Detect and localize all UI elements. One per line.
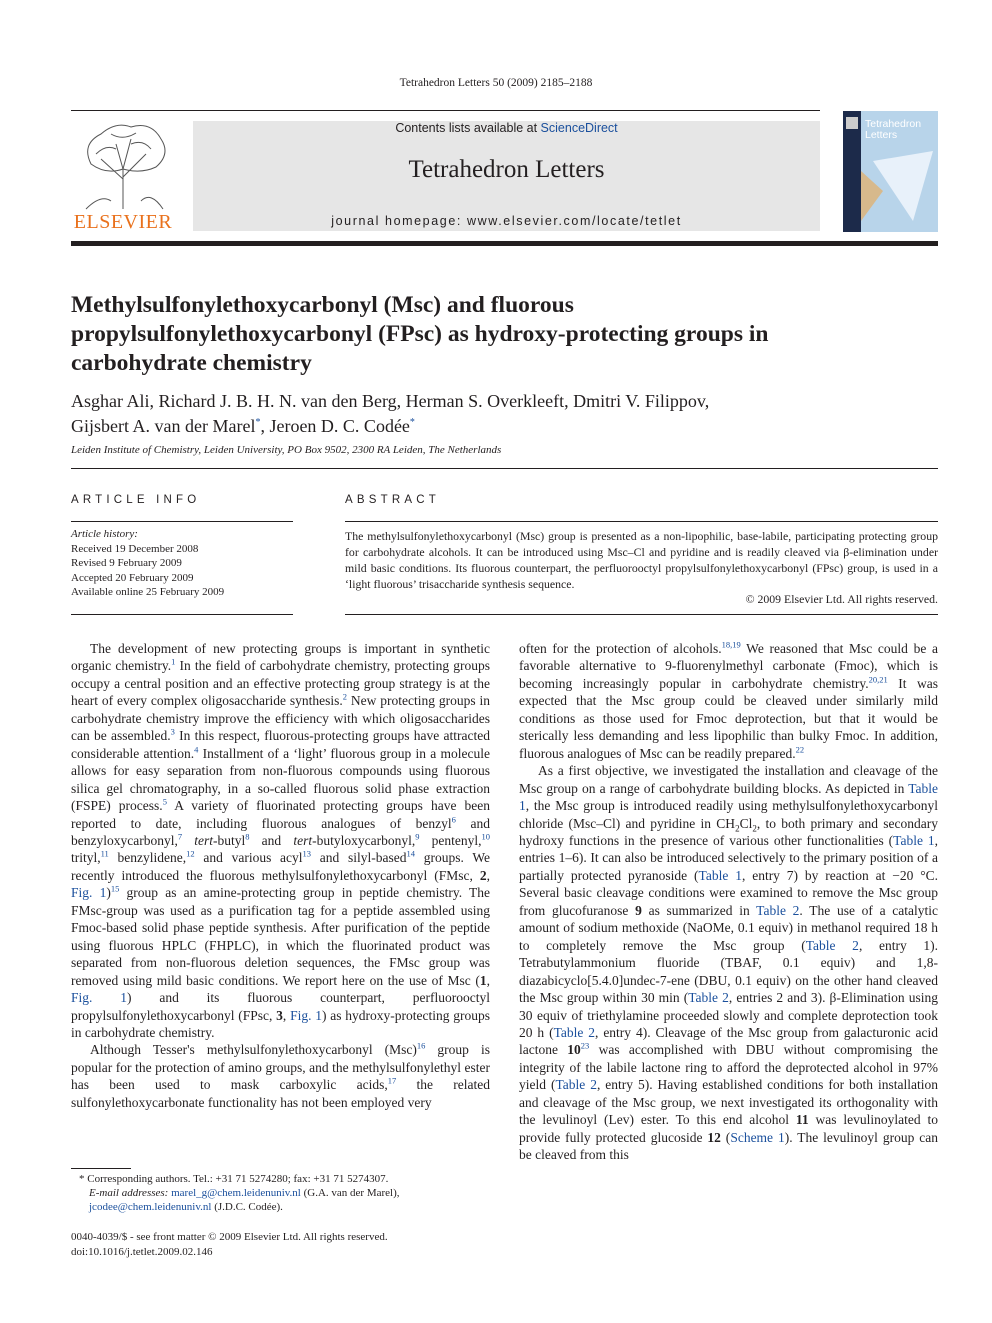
email-note: E-mail addresses: marel_g@chem.leidenuniv.nl (G.A. van der Marel), jcodee@chem.leidenuniv.nl (J.D.C. Codée). <box>89 1187 400 1213</box>
text-run: , <box>282 1007 291 1023</box>
figure-table-link[interactable]: Fig. 1 <box>290 1007 322 1023</box>
reference-link[interactable]: 16 <box>416 1040 426 1051</box>
authors-line-2: Gijsbert A. van der Marel*, Jeroen D. C. Codée* <box>71 416 415 436</box>
text-run: , entry 4). Cleavage of the Msc group from galacturonic acid lactone <box>519 1024 938 1058</box>
reference-link[interactable]: 10 <box>481 831 490 842</box>
text-run <box>182 833 194 848</box>
reference-link[interactable]: 17 <box>387 1075 397 1086</box>
text-run: and benzyloxycarbonyl, <box>71 815 490 848</box>
text-run: ) <box>106 885 111 901</box>
text-run: was accomplished with DBU without compromising the integrity of the labile lactone ring to afford the deprotected alcohol in 97% yield ( <box>519 1042 938 1093</box>
footnote <box>71 1172 490 1214</box>
text-run: pentenyl, <box>419 832 482 848</box>
text-run: It was expected that the Msc group could be cleaved under similarly mild conditions as those used for Fmoc deprotection, but that it would be sterically less demanding and less lipophilic than bulky Fmoc. In addition, fluorous analogues of Msc can be readily prepared. <box>519 675 938 761</box>
text-run: ) and its fluorous counterpart, perfluorooctyl propylsulfonylethoxycarbonyl (FPsc, <box>71 990 490 1023</box>
article-info-rule <box>71 521 293 522</box>
text-run: -butyloxycarbonyl, <box>312 832 416 848</box>
figure-table-link[interactable]: Table 2 <box>555 1077 597 1093</box>
text-run: In the field of carbohydrate chemistry, protecting groups occupy a central position and an effective protecting group strategy is at the heart of every complex oligosaccharide synthesis. <box>71 658 490 709</box>
text-run: , entries 2 and 3). β-Elimination using 30 equiv of triethylamine proceeded slowly and complete deprotection took 20 h ( <box>519 990 938 1040</box>
doi-line: doi:10.1016/j.tetlet.2009.02.146 <box>71 1245 213 1258</box>
text-run: Cl <box>739 815 753 831</box>
text-run: ) as hydroxy-protecting groups in carbohydrate chemistry. <box>71 1007 490 1040</box>
reference-link[interactable]: 4 <box>194 744 199 755</box>
abstract-copyright: © 2009 Elsevier Ltd. All rights reserved. <box>745 592 938 606</box>
figure-table-link[interactable]: Fig. 1 <box>71 885 107 901</box>
body-paragraph <box>519 762 938 1163</box>
text-run: , entry 7) by reaction at −20 °C. Several basic cleavage conditions were examined to remove the Msc group from glucofuranose <box>519 867 938 918</box>
compound-number: 1 <box>479 972 487 988</box>
reference-link[interactable]: 8 <box>245 831 250 842</box>
compound-number: 11 <box>795 1112 809 1128</box>
text-run: Installment of a ‘light’ fluorous group in a molecule allows for easy separation from non-fluorous compounds using fluorous silica gel chromatography, in a so-called fluorous solid phase extraction (FSPE) process. <box>71 745 490 814</box>
text-run: as summarized in <box>641 902 757 918</box>
corresponding-mark[interactable]: * <box>409 417 415 428</box>
abstract-rule <box>345 521 938 522</box>
italic-text: tert <box>194 832 214 848</box>
cover-title: Tetrahedron Letters <box>865 118 922 141</box>
subscript: 2 <box>735 823 740 834</box>
text-run: and <box>249 832 294 848</box>
reference-link[interactable]: 7 <box>177 831 183 842</box>
email-link-2[interactable]: jcodee@chem.leidenuniv.nl <box>89 1201 212 1213</box>
text-run: , to both primary and secondary hydroxy functions in the presence of various other functionalities ( <box>519 815 939 848</box>
reference-link[interactable]: 18,19 <box>721 639 741 650</box>
text-run: , entry 5). Having established conditions for both installation and cleavage of the Msc group, we next investigated its orthogonality with the levulinoyl (Lev) ester. To this end alcohol <box>519 1077 938 1128</box>
abstract-heading: ABSTRACT <box>345 494 440 506</box>
reference-link[interactable]: 15 <box>110 883 120 894</box>
text-run: and various acyl <box>194 850 303 866</box>
reference-link[interactable]: 5 <box>162 796 167 807</box>
reference-link[interactable]: 1 <box>171 656 176 667</box>
body-column-left <box>71 640 490 1111</box>
header-rule <box>71 110 820 111</box>
text-run: group is popular for the protection of amino groups, and the methylsulfonylethyl ester has been used to mask carboxylic acids, <box>71 1042 490 1093</box>
online-date: Available online 25 February 2009 <box>71 586 225 598</box>
text-run: group as an amine-protecting group in peptide chemistry. The FMsc-group was used as a purification tag for a peptide assembled using Fmoc-based solid phase peptide synthesis. After purification of the peptide using fluorous HPLC (FHPLC), in which the fluorinated product was separated from non-fluorous deletion sequences, the FMsc group was removed using mild basic conditions. We report here on the use of Msc ( <box>71 885 491 988</box>
reference-link[interactable]: 23 <box>580 1040 590 1051</box>
corresponding-note: * Corresponding authors. Tel.: +31 71 5274280; fax: +31 71 5274307. <box>79 1173 389 1185</box>
reference-link[interactable]: 11 <box>100 848 109 859</box>
issn-line: 0040-4039/$ - see front matter © 2009 Elsevier Ltd. All rights reserved. <box>71 1231 388 1243</box>
reference-link[interactable]: 14 <box>406 848 415 859</box>
figure-table-link[interactable]: Table 1 <box>698 867 742 883</box>
text-run: often for the protection of alcohols. <box>519 641 722 656</box>
text-run: Although Tesser's methylsulfonylethoxycarbonyl (Msc) <box>90 1042 417 1058</box>
figure-table-link[interactable]: Table 1 <box>519 780 938 814</box>
figure-table-link[interactable]: Table 2 <box>756 902 800 918</box>
compound-number: 9 <box>635 902 642 918</box>
compound-number: 3 <box>276 1007 283 1023</box>
text-run: , the Msc group is introduced readily using methylsulfonylethoxycarbonyl chloride (Msc–Cl) and pyridine in CH <box>519 798 938 831</box>
body-column-right <box>519 640 938 1164</box>
text-run: , <box>486 972 490 988</box>
figure-table-link[interactable]: Fig. 1 <box>71 990 127 1006</box>
figure-table-link[interactable]: Table 1 <box>893 832 935 848</box>
reference-link[interactable]: 6 <box>451 814 456 825</box>
journal-homepage[interactable]: journal homepage: www.elsevier.com/locate/tetlet <box>331 214 682 228</box>
text-run: trityl, <box>71 850 101 866</box>
text-run: . The use of a catalytic amount of sodium methoxide (NaOMe, 0.1 equiv) in methanol required 18 h to completely remove the Msc group ( <box>519 902 939 953</box>
article-title: Methylsulfonylethoxycarbonyl (Msc) and fluorous propylsulfonylethoxycarbonyl (FPsc) as hydroxy-protecting groups in carbohydrate chemistry <box>71 292 769 376</box>
bottom-info <box>71 1230 490 1259</box>
text-run: benzylidene, <box>108 850 187 866</box>
author-list <box>71 390 871 437</box>
article-info-heading: ARTICLE INFO <box>71 494 201 506</box>
text-run: and silyl-based <box>311 850 407 866</box>
article-history <box>71 527 293 600</box>
received-date: Received 19 December 2008 <box>71 542 199 555</box>
text-run: The development of new protecting groups is important in synthetic organic chemistry. <box>71 641 490 674</box>
text-run: , <box>486 867 490 883</box>
reference-link[interactable]: 9 <box>415 831 420 842</box>
reference-link[interactable]: 12 <box>186 848 195 859</box>
text-run: In this respect, fluorous-protecting groups have attracted considerable attention. <box>71 728 490 761</box>
figure-table-link[interactable]: Table 2 <box>553 1024 596 1040</box>
corresponding-mark[interactable]: * <box>255 417 261 428</box>
journal-citation: Tetrahedron Letters 50 (2009) 2185–2188 <box>399 77 593 89</box>
text-run: We reasoned that Msc could be a favorable alternative to 9-fluorenylmethyl carbonate (Fmoc), which is becoming increasingly popular in carbohydrate chemistry. <box>519 641 938 691</box>
journal-name: Tetrahedron Letters <box>408 156 605 183</box>
publisher-logo: ELSEVIER <box>73 211 173 233</box>
journal-cover <box>843 111 938 232</box>
accepted-date: Accepted 20 February 2009 <box>71 571 194 584</box>
text-run: the related sulfonylethoxycarbonate functionality has not been employed very <box>71 1077 491 1110</box>
reference-link[interactable]: 20,21 <box>868 674 888 685</box>
figure-table-link[interactable]: Table 2 <box>805 937 859 953</box>
sciencedirect-link[interactable]: ScienceDirect <box>540 121 618 135</box>
section-divider <box>71 468 938 469</box>
authors-line-1: Asghar Ali, Richard J. B. H. N. van den Berg, Herman S. Overkleeft, Dmitri V. Filippov, <box>71 391 710 411</box>
affiliation: Leiden Institute of Chemistry, Leiden University, PO Box 9502, 2300 RA Leiden, The Netherlands <box>71 444 502 456</box>
abstract-bottom-rule <box>345 614 938 615</box>
text-run: was levulinoylated to provide fully protected glucoside <box>519 1112 938 1145</box>
text-run: ). The levulinoyl group can be cleaved from this <box>519 1129 938 1163</box>
figure-table-link[interactable]: Table 2 <box>688 990 729 1006</box>
body-paragraph <box>71 1041 490 1111</box>
footnote-rule <box>71 1168 131 1169</box>
subscript: 2 <box>752 823 757 834</box>
revised-date: Revised 9 February 2009 <box>71 557 182 569</box>
text-run: -butyl <box>213 832 246 848</box>
text-run: New protecting groups in carbohydrate chemistry improve the efficiency with which oligosaccharides can be assembled. <box>71 693 490 744</box>
reference-link[interactable]: 3 <box>170 726 175 737</box>
compound-number: 2 <box>479 867 487 883</box>
compound-number: 10 <box>567 1042 581 1058</box>
header-thick-rule <box>71 241 938 246</box>
email-link-1[interactable]: marel_g@chem.leidenuniv.nl <box>171 1187 301 1199</box>
compound-number: 12 <box>707 1129 721 1145</box>
figure-table-link[interactable]: Scheme 1 <box>730 1129 785 1145</box>
italic-text: tert <box>293 832 313 848</box>
text-run: As a first objective, we investigated the installation and cleavage of the Msc group on a range of carbohydrate building blocks. As depicted in <box>519 763 938 796</box>
abstract-text: The methylsulfonylethoxycarbonyl (Msc) group is presented as a non-lipophilic, base-labile, participating protecting group for carbohydrate alcohols. It can be introduced using Msc–Cl and pyridine and is readily cleaved via β-elimination under mild basic conditions. Its fluorous counterpart, the perfluorooctyl propylsulfonylethoxycarbonyl (FPsc) group, is used in a ‘light fluorous’ trisaccharide synthesis sequence. <box>345 529 938 591</box>
contents-line: Contents lists available at ScienceDirect <box>395 121 618 135</box>
text-run: , entries 1–6). It can also be introduced selectively to the primary position of a partially protected pyranoside ( <box>519 832 938 883</box>
reference-link[interactable]: 2 <box>342 691 347 702</box>
reference-link[interactable]: 22 <box>795 744 805 755</box>
body-paragraph <box>519 640 938 762</box>
article-info-bottom-rule <box>71 614 293 615</box>
text-run: , entry 1). Tetrabutylammonium fluoride (TBAF, 0.1 equiv) and 1,8-diazabicyclo[5.4.0]undec-7-ene (DBU, 0.1 equiv) on the other hand cleaved the Msc group within 30 min ( <box>519 937 939 1006</box>
history-label: Article history: <box>71 528 138 540</box>
text-run: groups. We recently introduced the fluorous methylsulfonylethoxycarbonyl (FMsc, <box>71 850 490 883</box>
body-paragraph <box>71 640 490 1041</box>
reference-link[interactable]: 13 <box>302 848 312 859</box>
text-run: ( <box>720 1129 731 1145</box>
text-run: A variety of fluorinated protecting groups have been reported to date, including fluorous analogues of benzyl <box>71 798 491 831</box>
